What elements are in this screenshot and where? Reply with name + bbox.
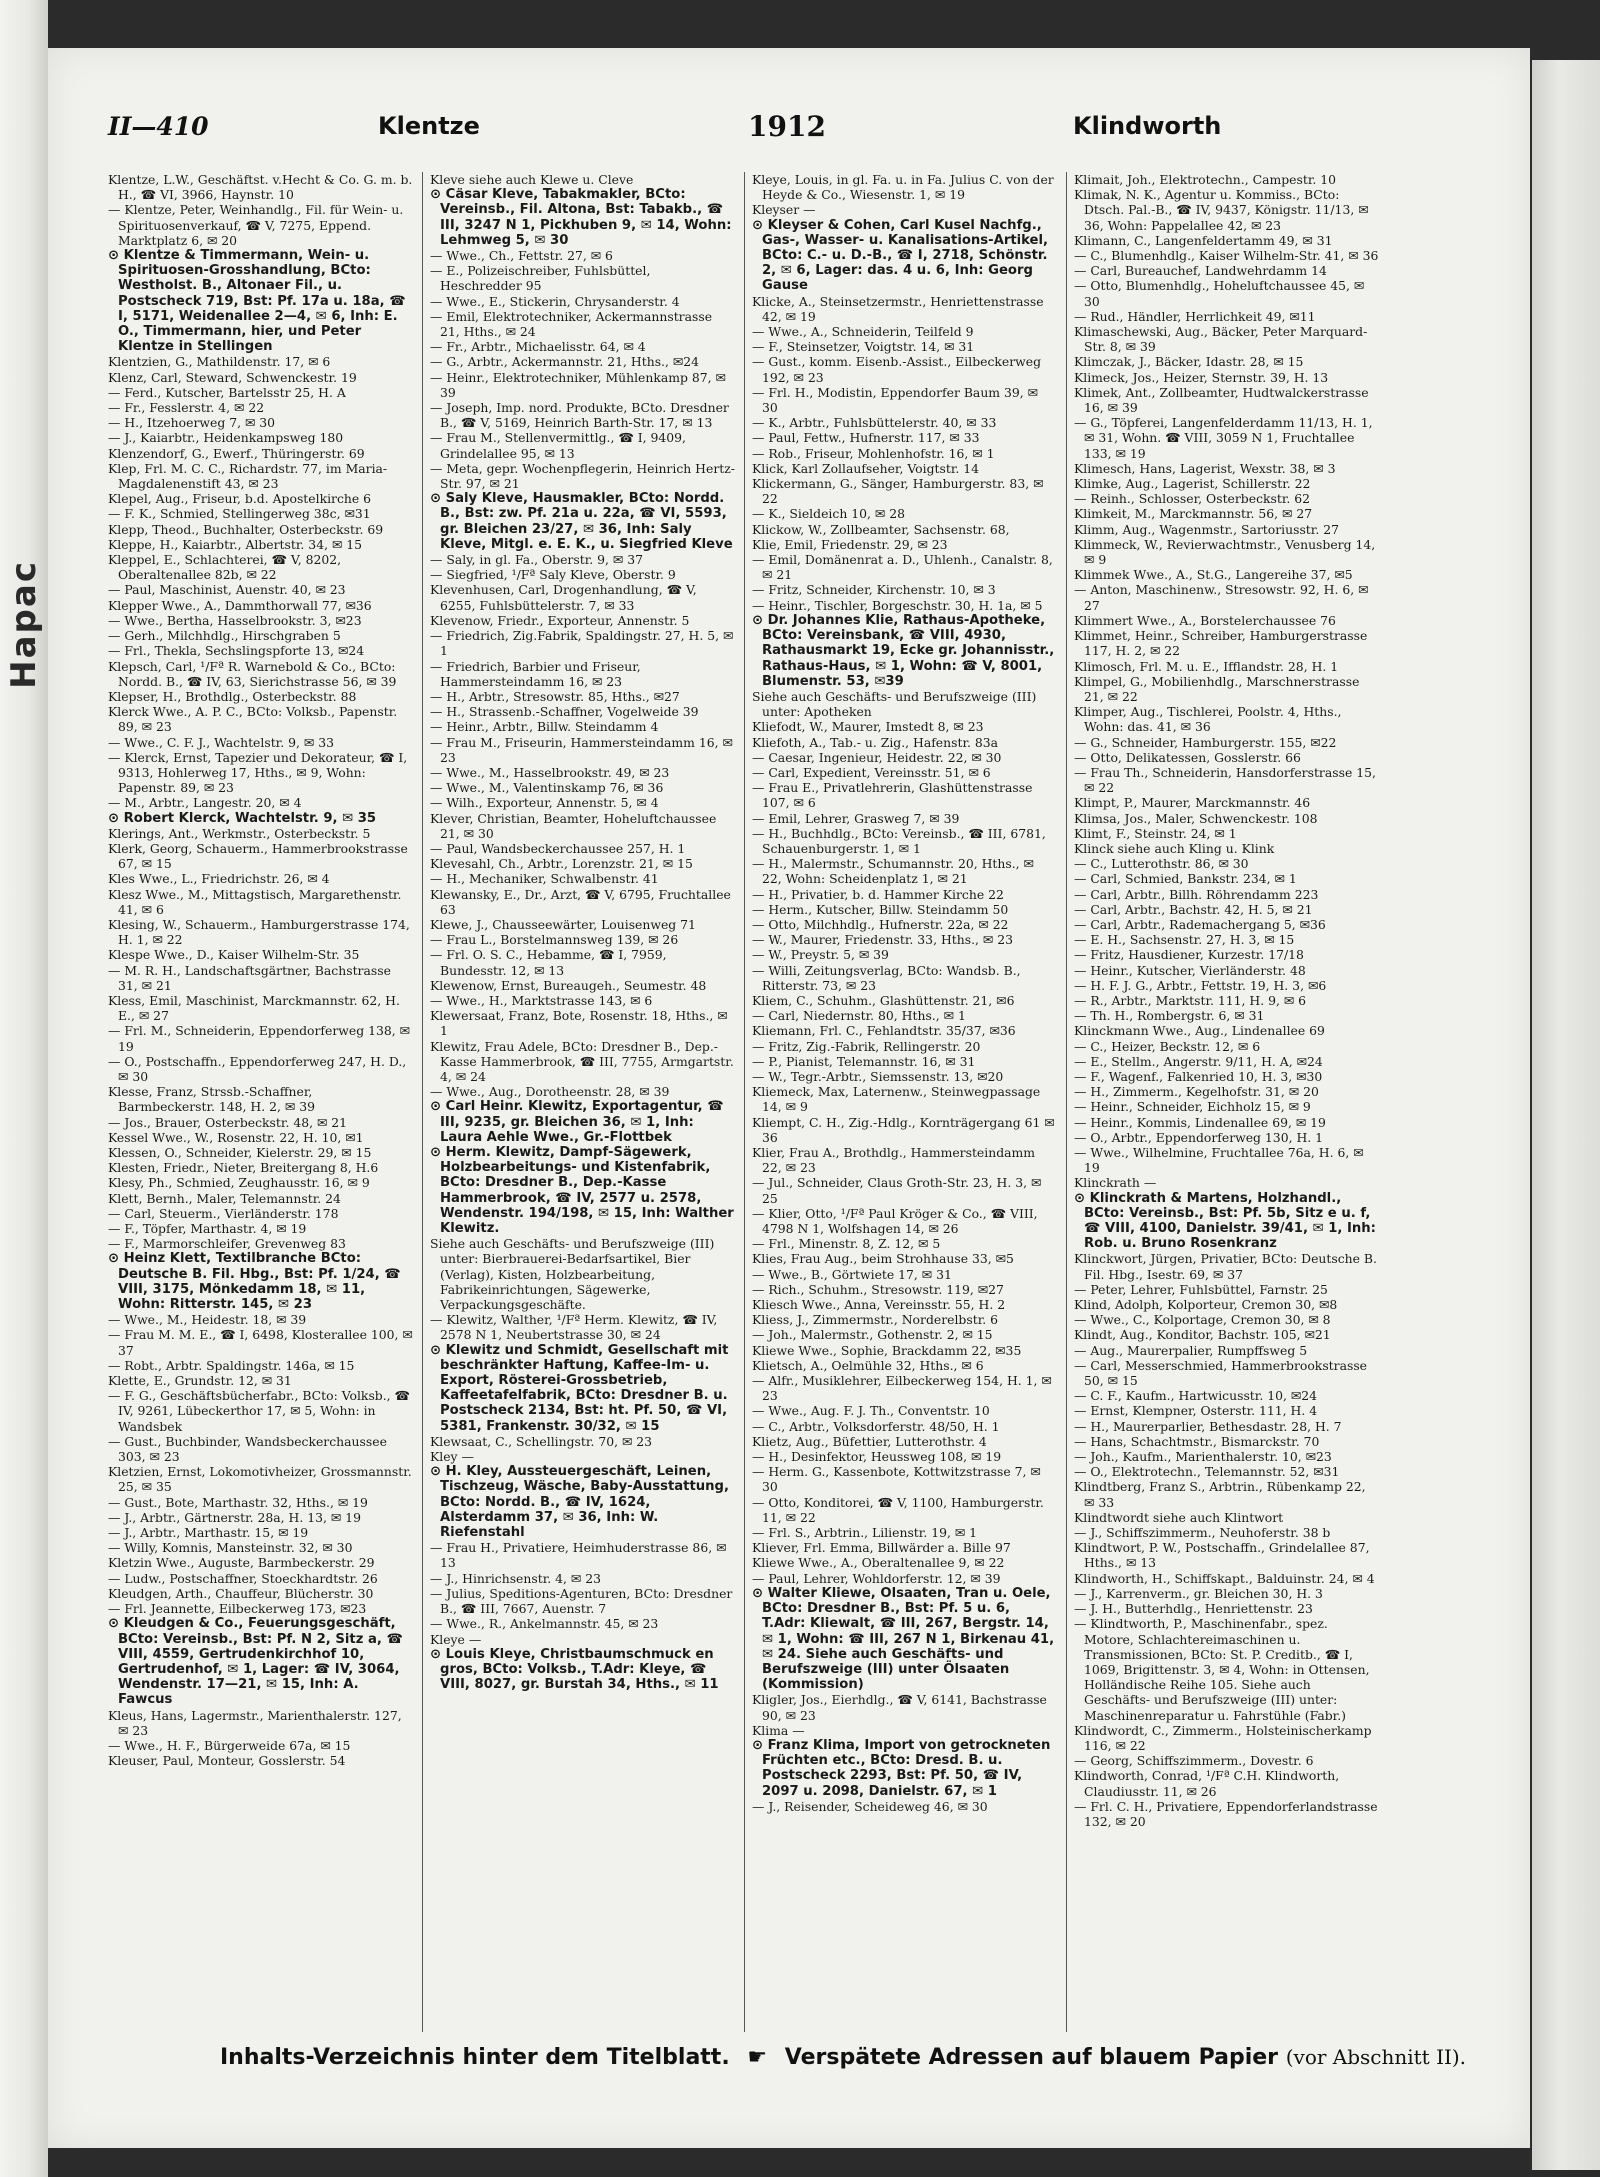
directory-entry: — Joh., Malermstr., Gothenstr. 2, ✉ 15 bbox=[752, 1327, 993, 1343]
directory-entry: Klick, Karl Zollaufseher, Voigtstr. 14 bbox=[752, 460, 980, 476]
directory-entry: ⊙ Carl Heinr. Klewitz, Exportagentur, ☎ III, 9235, gr. Bleichen 36, ✉ 1, Inh: Laura Aehle Wwe., Gr.-Flottbek bbox=[430, 1099, 724, 1145]
directory-entry: — K., Sieldeich 10, ✉ 28 bbox=[752, 506, 905, 522]
next-page-edge bbox=[1532, 60, 1600, 2170]
directory-entry: Klesten, Friedr., Nieter, Breitergang 8, H.6 bbox=[108, 1160, 379, 1176]
directory-entry: — Klindtworth, P., Maschinenfabr., spez. Motore, Schlachtereimaschinen u. Transmissionen, BCto: St. P. Creditb., ☎ I, 1069, Brigittenstr. 3, ✉ 4, Wohn: in Ottensen, Holländische Reihe 105. Siehe auch Geschäfts- und Berufszweige (III) unter: Maschinenreparatur u. Fahrstühle (Fabr.) bbox=[1074, 1616, 1370, 1723]
directory-entry: — Wwe., H., Marktstrasse 143, ✉ 6 bbox=[430, 992, 653, 1008]
directory-entry: — Heinr., Elektrotechniker, Mühlenkamp 87, ✉ 39 bbox=[430, 369, 726, 400]
directory-entry: — Wwe., A., Schneiderin, Teilfeld 9 bbox=[752, 324, 974, 340]
directory-entry: — Heinr., Arbtr., Billw. Steindamm 4 bbox=[430, 719, 659, 735]
directory-entry: — Wwe., R., Ankelmannstr. 45, ✉ 23 bbox=[430, 1616, 659, 1632]
directory-entry: — M. R. H., Landschaftsgärtner, Bachstrasse 31, ✉ 21 bbox=[108, 962, 391, 993]
directory-entry: — Herm., Kutscher, Billw. Steindamm 50 bbox=[752, 901, 1009, 917]
directory-entry: — Emil, Domänenrat a. D., Uhlenh., Canalstr. 8, ✉ 21 bbox=[752, 552, 1053, 583]
directory-entry: — W., Tegr.-Arbtr., Siemssenstr. 13, ✉20 bbox=[752, 1068, 1004, 1084]
directory-entry: Kleye — bbox=[430, 1631, 482, 1647]
directory-entry: — Frl. Jeannette, Eilbeckerweg 173, ✉23 bbox=[108, 1601, 367, 1617]
directory-entry: Kletzien, Ernst, Lokomotivheizer, Grossmannstr. 25, ✉ 35 bbox=[108, 1464, 412, 1495]
directory-entry: — Joh., Kaufm., Marienthalerstr. 10, ✉23 bbox=[1074, 1449, 1332, 1465]
directory-entry: Kliem, C., Schuhm., Glashüttenstr. 21, ✉6 bbox=[752, 992, 1015, 1008]
directory-entry: Kleppe, H., Kaiarbtr., Albertstr. 34, ✉ 15 bbox=[108, 536, 363, 552]
directory-entry: — Otto, Blumenhdlg., Hoheluftchaussee 45, ✉ 30 bbox=[1074, 278, 1365, 309]
directory-entry: Klimak, N. K., Agentur u. Kommiss., BCto: Dtsch. Pal.-B., ☎ IV, 9437, Königstr. 11/13, ✉ 36, Wohn: Pappelallee 42, ✉ 23 bbox=[1074, 187, 1369, 233]
directory-entry: Kles Wwe., L., Friedrichstr. 26, ✉ 4 bbox=[108, 871, 330, 887]
adjacent-page-spine bbox=[0, 0, 48, 2177]
column-divider bbox=[1066, 172, 1067, 2032]
directory-entry: Klindworth, H., Schiffskapt., Balduinstr. 24, ✉ 4 bbox=[1074, 1570, 1375, 1586]
directory-entry: — Wwe., C. F. J., Wachtelstr. 9, ✉ 33 bbox=[108, 734, 334, 750]
directory-entry: Klenzendorf, G., Ewerf., Thüringerstr. 69 bbox=[108, 445, 365, 461]
directory-entry: — R., Arbtr., Marktstr. 111, H. 9, ✉ 6 bbox=[1074, 992, 1307, 1008]
directory-entry: — Otto, Delikatessen, Gosslerstr. 66 bbox=[1074, 749, 1301, 765]
directory-entry: — Carl, Expedient, Vereinsstr. 51, ✉ 6 bbox=[752, 764, 991, 780]
directory-entry: — Paul, Maschinist, Auenstr. 40, ✉ 23 bbox=[108, 582, 346, 598]
directory-entry: — Friedrich, Barbier und Friseur, Hammersteindamm 16, ✉ 23 bbox=[430, 658, 641, 689]
directory-entry: ⊙ Cäsar Kleve, Tabakmakler, BCto: Vereinsb., Fil. Altona, Bst: Tabakb., ☎ III, 3247 N 1, Pickhuben 9, ✉ 14, Wohn: Lehmweg 5, ✉ 30 bbox=[430, 187, 732, 248]
directory-entry: — Alfr., Musiklehrer, Eilbeckerweg 154, H. 1, ✉ 23 bbox=[752, 1373, 1052, 1404]
directory-entry: — J. H., Butterhdlg., Henriettenstr. 23 bbox=[1074, 1601, 1313, 1617]
directory-entry: Klietz, Aug., Büfettier, Lutterothstr. 4 bbox=[752, 1433, 987, 1449]
directory-entry: — Fritz, Zig.-Fabrik, Rellingerstr. 20 bbox=[752, 1038, 981, 1054]
directory-entry: — Klentze, Peter, Weinhandlg., Fil. für Wein- u. Spirituosenverkauf, ☎ V, 7275, Eppend. Marktplatz 6, ✉ 20 bbox=[108, 202, 404, 248]
directory-entry: Klies, Frau Aug., beim Strohhause 33, ✉5 bbox=[752, 1251, 1014, 1267]
directory-entry: — H., Buchhdlg., BCto: Vereinsb., ☎ III, 6781, Schauenburgerstr. 1, ✉ 1 bbox=[752, 825, 1046, 856]
directory-entry: — Herm. G., Kassenbote, Kottwitzstrasse 7, ✉ 30 bbox=[752, 1464, 1041, 1495]
directory-entry: — C., Lutterothstr. 86, ✉ 30 bbox=[1074, 856, 1249, 872]
directory-entry: Kessel Wwe., W., Rosenstr. 22, H. 10, ✉1 bbox=[108, 1129, 364, 1145]
directory-entry: — H., Arbtr., Stresowstr. 85, Hths., ✉27 bbox=[430, 688, 680, 704]
directory-entry: — Paul, Lehrer, Wohldorferstr. 12, ✉ 39 bbox=[752, 1570, 1001, 1586]
directory-entry: — Wwe., Aug. F. J. Th., Conventstr. 10 bbox=[752, 1403, 990, 1419]
directory-entry: ⊙ Louis Kleye, Christbaumschmuck en gros, BCto: Volksb., T.Adr: Kleye, ☎ VIII, 8027, gr. Burstah 34, Hths., ✉ 11 bbox=[430, 1646, 719, 1693]
directory-entry: Klepp, Theod., Buchhalter, Osterbeckstr. 69 bbox=[108, 521, 384, 537]
directory-entry: — F., Töpfer, Marthastr. 4, ✉ 19 bbox=[108, 1221, 307, 1237]
directory-entry: — G., Schneider, Hamburgerstr. 155, ✉22 bbox=[1074, 734, 1337, 750]
directory-entry: Siehe auch Geschäfts- und Berufszweige (III) unter: Apotheken bbox=[752, 688, 1037, 720]
directory-entry: — C., Blumenhdlg., Kaiser Wilhelm-Str. 41, ✉ 36 bbox=[1074, 248, 1379, 264]
directory-entry: Klickow, W., Zollbeamter, Sachsenstr. 68, bbox=[752, 521, 1010, 537]
directory-entry: — Wwe., E., Stickerin, Chrysanderstr. 4 bbox=[430, 293, 680, 309]
directory-entry: — Carl, Arbtr., Rademachergang 5, ✉36 bbox=[1074, 916, 1326, 932]
directory-entry: Klimsa, Jos., Maler, Schwenckestr. 108 bbox=[1074, 810, 1318, 826]
spine-text: Hapac bbox=[4, 560, 44, 689]
directory-entry: — Wwe., C., Kolportage, Cremon 30, ✉ 8 bbox=[1074, 1312, 1331, 1328]
directory-entry: — Heinr., Tischler, Borgeschstr. 30, H. 1a, ✉ 5 bbox=[752, 597, 1043, 613]
directory-entry: — Frau Th., Schneiderin, Hansdorferstrasse 15, ✉ 22 bbox=[1074, 764, 1376, 796]
directory-entry: ⊙ Kleudgen & Co., Feuerungsgeschäft, BCto: Vereinsb., Bst: Pf. N 2, Sitz a, ☎ VIII, 4559, Gertrudenkirchhof 10, Gertrudenhof, ✉ 1, Lager: ☎ IV, 3064, Wendenstr. 17—21, ✉ 15, Inh: A. Fawcus bbox=[108, 1616, 403, 1708]
directory-entry: Klenz, Carl, Steward, Schwenckestr. 19 bbox=[108, 369, 357, 385]
directory-entry: Kleudgen, Arth., Chauffeur, Blücherstr. 30 bbox=[108, 1585, 374, 1601]
directory-entry: — Frl. S., Arbtrin., Lilienstr. 19, ✉ 1 bbox=[752, 1525, 978, 1541]
footer-section-note: (vor Abschnitt II). bbox=[1285, 2045, 1467, 2069]
directory-entry: — Gust., Bote, Marthastr. 32, Hths., ✉ 19 bbox=[108, 1494, 368, 1510]
directory-entry: — Frau M., Stellenvermittlg., ☎ I, 9409, Grindelallee 95, ✉ 13 bbox=[430, 430, 686, 461]
page-number: II—410 bbox=[108, 112, 209, 141]
directory-entry: — Gust., komm. Eisenb.-Assist., Eilbeckerweg 192, ✉ 23 bbox=[752, 354, 1042, 385]
directory-entry: — J., Arbtr., Marthastr. 15, ✉ 19 bbox=[108, 1525, 309, 1541]
directory-entry: — Anton, Maschinenw., Stresowstr. 92, H. 6, ✉ 27 bbox=[1074, 582, 1369, 613]
directory-entry: — Th. H., Rombergstr. 6, ✉ 31 bbox=[1074, 1008, 1265, 1024]
directory-entry: Klesy, Ph., Schmied, Zeughausstr. 16, ✉ 9 bbox=[108, 1175, 370, 1191]
directory-entry: Klevenhusen, Carl, Drogenhandlung, ☎ V, 6255, Fuhlsbüttelerstr. 7, ✉ 33 bbox=[430, 582, 697, 613]
directory-entry: — Frl. C. H., Privatiere, Eppendorferlandstrasse 132, ✉ 20 bbox=[1074, 1798, 1378, 1829]
directory-entry: — Willy, Komnis, Mansteinstr. 32, ✉ 30 bbox=[108, 1540, 353, 1556]
page-footer bbox=[220, 2045, 1467, 2085]
directory-entry: — Carl, Arbtr., Bachstr. 42, H. 5, ✉ 21 bbox=[1074, 901, 1313, 917]
directory-entry: ⊙ Robert Klerck, Wachtelstr. 9, ✉ 35 bbox=[108, 810, 377, 826]
directory-entry: — Gust., Buchbinder, Wandsbeckerchaussee 303, ✉ 23 bbox=[108, 1433, 387, 1465]
directory-entry: — Wilh., Exporteur, Annenstr. 5, ✉ 4 bbox=[430, 795, 659, 811]
directory-entry: — O., Postschaffn., Eppendorferweg 247, H. D., ✉ 30 bbox=[108, 1053, 407, 1084]
directory-entry: — Wwe., B., Görtwiete 17, ✉ 31 bbox=[752, 1266, 952, 1282]
directory-entry: — W., Preystr. 5, ✉ 39 bbox=[752, 947, 889, 963]
directory-entry: — Frau M., Friseurin, Hammersteindamm 16, ✉ 23 bbox=[430, 734, 733, 765]
directory-entry: — Meta, gepr. Wochenpflegerin, Heinrich Hertz-Str. 97, ✉ 21 bbox=[430, 460, 735, 492]
directory-entry: Kliever, Frl. Emma, Billwärder a. Bille 97 bbox=[752, 1540, 1011, 1556]
directory-entry: — Wwe., M., Hasselbrookstr. 49, ✉ 23 bbox=[430, 764, 670, 780]
directory-entry: — Julius, Speditions-Agenturen, BCto: Dresdner B., ☎ III, 7667, Auenstr. 7 bbox=[430, 1585, 733, 1617]
directory-entry: Klevesahl, Ch., Arbtr., Lorenzstr. 21, ✉ 15 bbox=[430, 856, 693, 872]
directory-entry: — E. H., Sachsenstr. 27, H. 3, ✉ 15 bbox=[1074, 932, 1295, 948]
directory-entry: Klinck siehe auch Kling u. Klink bbox=[1074, 840, 1275, 856]
directory-entry: Klette, E., Grundstr. 12, ✉ 31 bbox=[108, 1373, 292, 1389]
directory-entry: Klind, Adolph, Kolporteur, Cremon 30, ✉8 bbox=[1074, 1297, 1338, 1313]
directory-entry: — Jul., Schneider, Claus Groth-Str. 23, H. 3, ✉ 25 bbox=[752, 1175, 1042, 1206]
directory-entry: ⊙ Klewitz und Schmidt, Gesellschaft mit beschränkter Haftung, Kaffee-Im- u. Export, Rösterei-Grossbetrieb, Kaffeetafelfabrik, BCto: Dresdner B. u. Postscheck 2134, Bst: ht. Pf. 50, ☎ VI, 5381, Frankenstr. 30/32, ✉ 15 bbox=[430, 1342, 729, 1434]
directory-entry: Klimkeit, M., Marckmannstr. 56, ✉ 27 bbox=[1074, 506, 1313, 522]
directory-entry: ⊙ Herm. Klewitz, Dampf-Sägewerk, Holzbearbeitungs- und Kistenfabrik, BCto: Dresdner B., Dep.-Kasse Hammerbrook, ☎ IV, 2577 u. 2578, Wendenstr. 194/198, ✉ 15, Inh: Walther Klewitz. bbox=[430, 1145, 734, 1237]
directory-entry: ⊙ Kleyser & Cohen, Carl Kusel Nachfg., Gas-, Wasser- u. Kanalisations-Artikel, BCto: C.- u. D.-B., ☎ I, 2718, Schönstr. 2, ✉ 6, Lager: das. 4 u. 6, Inh: Georg Gause bbox=[752, 217, 1049, 294]
directory-entry: Klimait, Joh., Elektrotechn., Campestr. 10 bbox=[1074, 172, 1337, 187]
directory-entry: Klimmert Wwe., A., Borstelerchaussee 76 bbox=[1074, 612, 1336, 628]
directory-entry: Klewersaat, Franz, Bote, Rosenstr. 18, Hths., ✉ 1 bbox=[430, 1008, 728, 1039]
directory-entry: — Klewitz, Walther, ¹/Fª Herm. Klewitz, ☎ IV, 2578 N 1, Neubertstrasse 30, ✉ 24 bbox=[430, 1312, 718, 1343]
directory-entry: Kliess, J., Zimmermstr., Norderelbstr. 6 bbox=[752, 1312, 999, 1328]
directory-entry: — Wwe., Bertha, Hasselbrookstr. 3, ✉23 bbox=[108, 612, 362, 628]
directory-entry: — O., Arbtr., Eppendorferweg 130, H. 1 bbox=[1074, 1129, 1324, 1145]
directory-entry: Klimann, C., Langenfeldertamm 49, ✉ 31 bbox=[1074, 232, 1333, 248]
directory-entry: ⊙ Klinckrath & Martens, Holzhandl., BCto: Vereinsb., Bst: Pf. 5b, Sitz e u. f, ☎ VIII, 4100, Danielstr. 39/41, ✉ 1, Inh: Rob. u. Bruno Rosenkranz bbox=[1074, 1190, 1376, 1252]
directory-entry: — Frl. M., Schneiderin, Eppendorferweg 138, ✉ 19 bbox=[108, 1023, 410, 1054]
column-4 bbox=[1074, 172, 1379, 2032]
directory-entry: Klinckwort, Jürgen, Privatier, BCto: Deutsche B. Fil. Hbg., Isestr. 69, ✉ 37 bbox=[1074, 1251, 1377, 1282]
column-2 bbox=[430, 172, 735, 2032]
directory-entry: Klicke, A., Steinsetzermstr., Henriettenstrasse 42, ✉ 19 bbox=[752, 293, 1044, 324]
header-year: 1912 bbox=[748, 110, 826, 143]
directory-entry: — Wwe., M., Heidestr. 18, ✉ 39 bbox=[108, 1312, 307, 1328]
directory-entry: — Saly, in gl. Fa., Oberstr. 9, ✉ 37 bbox=[430, 552, 643, 568]
directory-entry: Klindwordt, C., Zimmerm., Holsteinischerkamp 116, ✉ 22 bbox=[1074, 1722, 1372, 1753]
directory-entry: — Heinr., Kutscher, Vierländerstr. 48 bbox=[1074, 962, 1306, 978]
directory-entry: Klier, Frau A., Brothdlg., Hammersteindamm 22, ✉ 23 bbox=[752, 1145, 1036, 1176]
directory-entry: — J., Kaiarbtr., Heidenkampsweg 180 bbox=[108, 430, 344, 446]
directory-entry: — Siegfried, ¹/Fª Saly Kleve, Oberstr. 9 bbox=[430, 567, 676, 583]
directory-entry: — Frau L., Borstelmannsweg 139, ✉ 26 bbox=[430, 932, 679, 948]
directory-entry: — Frl. H., Modistin, Eppendorfer Baum 39, ✉ 30 bbox=[752, 384, 1039, 416]
directory-entry: Klepper Wwe., A., Dammthorwall 77, ✉36 bbox=[108, 597, 372, 613]
directory-entry: — Otto, Milchhdlg., Hufnerstr. 22a, ✉ 22 bbox=[752, 916, 1009, 932]
directory-entry: Klimek, Ant., Zollbeamter, Hudtwalckerstrasse 16, ✉ 39 bbox=[1074, 384, 1369, 416]
directory-entry: Klever, Christian, Beamter, Hoheluftchaussee 21, ✉ 30 bbox=[430, 810, 717, 841]
directory-entry: Klerk, Georg, Schauerm., Hammerbrookstrasse 67, ✉ 15 bbox=[108, 840, 408, 872]
directory-entry: — Fritz, Hausdiener, Kurzestr. 17/18 bbox=[1074, 947, 1304, 963]
directory-entry: — Friedrich, Zig.Fabrik, Spaldingstr. 27, H. 5, ✉ 1 bbox=[430, 628, 734, 659]
directory-entry: Klima — bbox=[752, 1722, 805, 1738]
directory-entry: Klimmek Wwe., A., St.G., Langereihe 37, ✉5 bbox=[1074, 567, 1353, 583]
directory-entry: — F., Marmorschleifer, Grevenweg 83 bbox=[108, 1236, 346, 1252]
directory-entry: Klimper, Aug., Tischlerei, Poolstr. 4, Hths., Wohn: das. 41, ✉ 36 bbox=[1074, 704, 1342, 735]
directory-entry: Klimt, F., Steinstr. 24, ✉ 1 bbox=[1074, 825, 1237, 841]
directory-entry: Klessen, O., Schneider, Kielerstr. 29, ✉ 15 bbox=[108, 1145, 372, 1160]
directory-entry: Siehe auch Geschäfts- und Berufszweige (III) unter: Bierbrauerei-Bedarfsartikel, Bier (Verlag), Kisten, Holzbearbeitung, Fabrikeinrichtungen, Sägewerke, Verpackungsgeschäfte. bbox=[430, 1236, 715, 1313]
directory-entry: Klimmeck, W., Revierwachtmstr., Venusberg 14, ✉ 9 bbox=[1074, 536, 1376, 568]
column-1 bbox=[108, 172, 413, 2032]
directory-entry: Klesing, W., Schauerm., Hamburgerstrasse 174, H. 1, ✉ 22 bbox=[108, 916, 410, 948]
directory-entry: — Carl, Schmied, Bankstr. 234, ✉ 1 bbox=[1074, 871, 1297, 887]
header-first-entry: Klentze bbox=[378, 112, 480, 140]
directory-entry: — Paul, Fettw., Hufnerstr. 117, ✉ 33 bbox=[752, 430, 980, 446]
directory-entry: Kleus, Hans, Lagermstr., Marienthalerstr. 127, ✉ 23 bbox=[108, 1707, 402, 1738]
directory-entry: — Carl, Steuerm., Vierländerstr. 178 bbox=[108, 1205, 339, 1221]
directory-entry: — Ferd., Kutscher, Bartelsstr 25, H. A bbox=[108, 384, 346, 400]
directory-entry: — H., Strassenb.-Schaffner, Vogelweide 39 bbox=[430, 704, 699, 720]
directory-entry: — Georg, Schiffszimmerm., Dovestr. 6 bbox=[1074, 1753, 1314, 1769]
directory-entry: — Heinr., Kommis, Lindenallee 69, ✉ 19 bbox=[1074, 1114, 1326, 1130]
directory-entry: Klindworth, Conrad, ¹/Fª C.H. Klindworth, Claudiusstr. 11, ✉ 26 bbox=[1074, 1768, 1340, 1799]
directory-entry: Klewe, J., Chausseewärter, Louisenweg 71 bbox=[430, 916, 696, 932]
pointing-hand-icon: ☛ bbox=[747, 2045, 768, 2070]
directory-entry: — H., Desinfektor, Heussweg 108, ✉ 19 bbox=[752, 1449, 1002, 1465]
directory-entry: Kleyser — bbox=[752, 202, 816, 218]
directory-entry: — H., Itzehoerweg 7, ✉ 30 bbox=[108, 415, 276, 431]
directory-entry: — H. F. J. G., Arbtr., Fettstr. 19, H. 3, ✉6 bbox=[1074, 977, 1327, 993]
directory-entry: Klewsaat, C., Schellingstr. 70, ✉ 23 bbox=[430, 1433, 653, 1449]
directory-entry: Kleuser, Paul, Monteur, Gosslerstr. 54 bbox=[108, 1753, 346, 1769]
directory-entry: Klentzien, G., Mathildenstr. 17, ✉ 6 bbox=[108, 354, 331, 370]
directory-entry: ⊙ Franz Klima, Import von getrockneten Früchten etc., BCto: Dresd. B. u. Postscheck 2293, Bst: Pf. 50, ☎ IV, 2097 u. 2098, Danielstr. 67, ✉ 1 bbox=[752, 1737, 1051, 1799]
directory-entry: — Wwe., H. F., Bürgerweide 67a, ✉ 15 bbox=[108, 1737, 351, 1753]
directory-entry: — J., Arbtr., Gärtnerstr. 28a, H. 13, ✉ 19 bbox=[108, 1509, 361, 1525]
directory-entry: Klimm, Aug., Wagenmstr., Sartoriusstr. 27 bbox=[1074, 521, 1339, 537]
footer-index-note: Inhalts-Verzeichnis hinter dem Titelblatt. bbox=[220, 2045, 730, 2070]
directory-entry: Klindtwort, P. W., Postschaffn., Grindelallee 87, Hths., ✉ 13 bbox=[1074, 1540, 1370, 1571]
directory-entry: — Frau H., Privatiere, Heimhuderstrasse 86, ✉ 13 bbox=[430, 1540, 727, 1571]
directory-entry: Klindt, Aug., Konditor, Bachstr. 105, ✉21 bbox=[1074, 1327, 1331, 1343]
directory-entry: — J., Karrenverm., gr. Bleichen 30, H. 3 bbox=[1074, 1585, 1323, 1601]
directory-entry: — Frl. O. S. C., Hebamme, ☎ I, 7959, Bundesstr. 12, ✉ 13 bbox=[430, 947, 667, 978]
directory-entry: Klevenow, Friedr., Exporteur, Annenstr. 5 bbox=[430, 612, 690, 628]
directory-entry: — Fritz, Schneider, Kirchenstr. 10, ✉ 3 bbox=[752, 582, 996, 598]
directory-entry: — Carl, Niedernstr. 80, Hths., ✉ 1 bbox=[752, 1008, 966, 1024]
directory-entry: Klie, Emil, Friedenstr. 29, ✉ 23 bbox=[752, 536, 948, 552]
directory-entry: Klewenow, Ernst, Bureaugeh., Seumestr. 48 bbox=[430, 977, 707, 993]
directory-entry: Klimczak, J., Bäcker, Idastr. 28, ✉ 15 bbox=[1074, 354, 1304, 370]
directory-entry: Kliemann, Frl. C., Fehlandtstr. 35/37, ✉36 bbox=[752, 1023, 1016, 1039]
directory-entry: — Heinr., Schneider, Eichholz 15, ✉ 9 bbox=[1074, 1099, 1311, 1115]
directory-entry: Kley — bbox=[430, 1449, 474, 1465]
directory-entry: Klinckmann Wwe., Aug., Lindenallee 69 bbox=[1074, 1023, 1325, 1039]
directory-entry: — Carl, Bureauchef, Landwehrdamm 14 bbox=[1074, 263, 1327, 279]
directory-entry: — F., Wagenf., Falkenried 10, H. 3, ✉30 bbox=[1074, 1068, 1323, 1084]
directory-entry: Kliewe Wwe., Sophie, Brackdamm 22, ✉35 bbox=[752, 1342, 1022, 1358]
directory-entry: Kliemeck, Max, Laternenw., Steinwegpassage 14, ✉ 9 bbox=[752, 1084, 1041, 1115]
directory-entry: — Carl, Messerschmied, Hammerbrookstrasse 50, ✉ 15 bbox=[1074, 1357, 1368, 1389]
directory-entry: — Peter, Lehrer, Fuhlsbüttel, Farnstr. 25 bbox=[1074, 1281, 1328, 1297]
column-3 bbox=[752, 172, 1057, 2032]
directory-entry: — J., Schiffszimmerm., Neuhoferstr. 38 b bbox=[1074, 1525, 1331, 1541]
directory-entry: — Rud., Händler, Herrlichkeit 49, ✉11 bbox=[1074, 308, 1316, 324]
directory-entry: — Emil, Lehrer, Grasweg 7, ✉ 39 bbox=[752, 810, 960, 826]
directory-entry: — E., Polizeischreiber, Fuhlsbüttel, Heschredder 95 bbox=[430, 263, 651, 294]
directory-entry: Klepser, H., Brothdlg., Osterbeckstr. 88 bbox=[108, 688, 357, 704]
directory-entry: — K., Arbtr., Fuhlsbüttelerstr. 40, ✉ 33 bbox=[752, 415, 997, 431]
directory-entry: — Robt., Arbtr. Spaldingstr. 146a, ✉ 15 bbox=[108, 1357, 355, 1373]
directory-entry: — Carl, Arbtr., Billh. Röhrendamm 223 bbox=[1074, 886, 1319, 902]
directory-entry: Klerings, Ant., Werkmstr., Osterbeckstr. 5 bbox=[108, 825, 371, 841]
directory-entry: — Jos., Brauer, Osterbeckstr. 48, ✉ 21 bbox=[108, 1114, 348, 1130]
directory-entry: — Frau E., Privatlehrerin, Glashüttenstrasse 107, ✉ 6 bbox=[752, 780, 1033, 811]
column-divider bbox=[744, 172, 745, 2032]
directory-entry: Klindtwordt siehe auch Klintwort bbox=[1074, 1509, 1284, 1525]
directory-entry: — Otto, Konditorei, ☎ V, 1100, Hamburgerstr. 11, ✉ 22 bbox=[752, 1494, 1044, 1525]
directory-entry: Klickermann, G., Sänger, Hamburgerstr. 83, ✉ 22 bbox=[752, 476, 1044, 507]
directory-entry: — Wwe., Wilhelmine, Fruchtallee 76a, H. 6, ✉ 19 bbox=[1074, 1145, 1364, 1176]
directory-entry: Klespe Wwe., D., Kaiser Wilhelm-Str. 35 bbox=[108, 947, 360, 963]
directory-entry: Klimmet, Heinr., Schreiber, Hamburgerstrasse 117, H. 2, ✉ 22 bbox=[1074, 628, 1368, 659]
directory-entry: — Frau M. M. E., ☎ I, 6498, Klosterallee 100, ✉ 37 bbox=[108, 1327, 413, 1358]
directory-entry: Klimpt, P., Maurer, Marckmannstr. 46 bbox=[1074, 795, 1311, 811]
directory-entry: — F. G., Geschäftsbücherfabr., BCto: Volksb., ☎ IV, 9261, Lübeckerthor 17, ✉ 5, Wohn: in Wandsbek bbox=[108, 1388, 410, 1434]
directory-entry: ⊙ Klentze & Timmermann, Wein- u. Spirituosen-Grosshandlung, BCto: Westholst. B., Altonaer Fil., u. Postscheck 719, Bst: Pf. 17a u. 18a, ☎ I, 5171, Weidenallee 2—4, ✉ 6, Inh: E. O., Timmermann, hier, und Peter Klentze in Stellingen bbox=[108, 248, 406, 355]
directory-entry: Klesse, Franz, Strssb.-Schaffner, Barmbeckerstr. 148, H. 2, ✉ 39 bbox=[108, 1084, 315, 1115]
directory-entry: — J., Hinrichsenstr. 4, ✉ 23 bbox=[430, 1570, 601, 1586]
footer-late-addresses-note: Verspätete Adressen auf blauem Papier bbox=[784, 2045, 1279, 2070]
directory-entry: Kliewe Wwe., A., Oberaltenallee 9, ✉ 22 bbox=[752, 1555, 1005, 1571]
directory-entry: ⊙ Walter Kliewe, Olsaaten, Tran u. Oele, BCto: Dresdner B., Bst: Pf. 5 u. 6, T.Adr: Kliewalt, ☎ III, 267, Bergstr. 14, ✉ 1, Wohn: ☎ III, 267 N 1, Birkenau 41, ✉ 24. Siehe auch Geschäfts- und Berufszweige (III) unter Ölsaaten (Kommission) bbox=[752, 1585, 1055, 1693]
directory-entry: Klimeck, Jos., Heizer, Sternstr. 39, H. 13 bbox=[1074, 369, 1329, 385]
column-divider bbox=[422, 172, 423, 2032]
directory-entry: — J., Reisender, Scheideweg 46, ✉ 30 bbox=[752, 1798, 988, 1814]
directory-entry: Kliesch Wwe., Anna, Vereinsstr. 55, H. 2 bbox=[752, 1297, 1006, 1313]
header-last-entry: Klindworth bbox=[1073, 112, 1222, 140]
directory-entry: — H., Privatier, b. d. Hammer Kirche 22 bbox=[752, 886, 1004, 902]
directory-entry: — Reinh., Schlosser, Osterbeckstr. 62 bbox=[1074, 491, 1311, 507]
directory-entry: — Ernst, Klempner, Osterstr. 111, H. 4 bbox=[1074, 1403, 1318, 1419]
directory-entry: — Frl., Thekla, Sechslingspforte 13, ✉24 bbox=[108, 643, 365, 659]
directory-entry: Klimosch, Frl. M. u. E., Ifflandstr. 28, H. 1 bbox=[1074, 658, 1339, 674]
directory-entry: Klewitz, Frau Adele, BCto: Dresdner B., Dep.-Kasse Hammerbrook, ☎ III, 7755, Armgartstr. 4, ✉ 24 bbox=[430, 1038, 734, 1084]
directory-entry: — C., Arbtr., Volksdorferstr. 48/50, H. 1 bbox=[752, 1418, 1000, 1434]
directory-entry: — C. F., Kaufm., Hartwicusstr. 10, ✉24 bbox=[1074, 1388, 1318, 1404]
directory-entry: — Wwe., Ch., Fettstr. 27, ✉ 6 bbox=[430, 248, 613, 264]
directory-entry: — Willi, Zeitungsverlag, BCto: Wandsb. B., Ritterstr. 73, ✉ 23 bbox=[752, 962, 1021, 993]
directory-entry: Klepsch, Carl, ¹/Fª R. Warnebold & Co., BCto: Nordd. B., ☎ IV, 63, Sierichstrasse 56, ✉ 39 bbox=[108, 658, 397, 689]
directory-entry: — W., Maurer, Friedenstr. 33, Hths., ✉ 23 bbox=[752, 932, 1013, 948]
directory-entry: — H., Zimmerm., Kegelhofstr. 31, ✉ 20 bbox=[1074, 1084, 1319, 1100]
directory-entry: Klewansky, E., Dr., Arzt, ☎ V, 6795, Fruchtallee 63 bbox=[430, 886, 731, 917]
directory-entry: Klentze, L.W., Geschäftst. v.Hecht & Co. G. m. b. H., ☎ VI, 3966, Haynstr. 10 bbox=[108, 172, 413, 203]
page-header bbox=[108, 110, 1368, 150]
directory-entry: — F., Steinsetzer, Voigtstr. 14, ✉ 31 bbox=[752, 339, 975, 355]
directory-entry: — P., Pianist, Telemannstr. 16, ✉ 31 bbox=[752, 1053, 976, 1069]
directory-entry: — Rob., Friseur, Mohlenhofstr. 16, ✉ 1 bbox=[752, 445, 995, 461]
directory-entry: Klepel, Aug., Friseur, b.d. Apostelkirche 6 bbox=[108, 491, 372, 507]
directory-entry: — G., Töpferei, Langenfelderdamm 11/13, H. 1, ✉ 31, Wohn. ☎ VIII, 3059 N 1, Fruchtallee 133, ✉ 19 bbox=[1074, 415, 1373, 461]
directory-entry: ⊙ Dr. Johannes Klie, Rathaus-Apotheke, BCto: Vereinsbank, ☎ VIII, 4930, Rathausmarkt 19, Ecke gr. Johannisstr., Rathaus-Haus, ✉ 1, Wohn: ☎ V, 8001, Blumenstr. 53, ✉39 bbox=[752, 612, 1055, 689]
directory-entry: — Fr., Arbtr., Michaelisstr. 64, ✉ 4 bbox=[430, 339, 646, 355]
directory-entry: Klep, Frl. M. C. C., Richardstr. 77, im Maria-Magdalenenstift 43, ✉ 23 bbox=[108, 460, 388, 492]
directory-entry: — Joseph, Imp. nord. Produkte, BCto. Dresdner B., ☎ V, 5169, Heinrich Barth-Str. 17, ✉ 13 bbox=[430, 400, 729, 431]
directory-entry: Kliempt, C. H., Zig.-Hdlg., Kornträgergang 61 ✉ 36 bbox=[752, 1114, 1055, 1145]
directory-entry: — Wwe., Aug., Dorotheenstr. 28, ✉ 39 bbox=[430, 1084, 670, 1100]
directory-entry: Klinckrath — bbox=[1074, 1175, 1157, 1191]
directory-entry: Klimaschewski, Aug., Bäcker, Peter Marquard-Str. 8, ✉ 39 bbox=[1074, 324, 1368, 355]
directory-entry: — E., Stellm., Angerstr. 9/11, H. A, ✉24 bbox=[1074, 1053, 1323, 1069]
directory-entry: Kleppel, E., Schlachterei, ☎ V, 8202, Oberaltenallee 82b, ✉ 22 bbox=[108, 552, 342, 583]
directory-entry: — H., Malermstr., Schumannstr. 20, Hths., ✉ 22, Wohn: Scheidenplatz 1, ✉ 21 bbox=[752, 856, 1034, 887]
directory-entry: Klindtberg, Franz S., Arbtrin., Rübenkamp 22, ✉ 33 bbox=[1074, 1479, 1366, 1510]
directory-entry: Kliefodt, W., Maurer, Imstedt 8, ✉ 23 bbox=[752, 719, 984, 735]
directory-entry: Klett, Bernh., Maler, Telemannstr. 24 bbox=[108, 1190, 341, 1206]
directory-entry: — C., Heizer, Beckstr. 12, ✉ 6 bbox=[1074, 1038, 1261, 1054]
directory-entry: Klerck Wwe., A. P. C., BCto: Volksb., Papenstr. 89, ✉ 23 bbox=[108, 704, 398, 735]
directory-entry: — Caesar, Ingenieur, Heidestr. 22, ✉ 30 bbox=[752, 749, 1002, 765]
directory-entry: — Fr., Fesslerstr. 4, ✉ 22 bbox=[108, 400, 265, 416]
directory-entry: — H., Mechaniker, Schwalbenstr. 41 bbox=[430, 871, 659, 887]
directory-entry: Klimesch, Hans, Lagerist, Wexstr. 38, ✉ 3 bbox=[1074, 460, 1336, 476]
directory-entry: Kleye, Louis, in gl. Fa. u. in Fa. Julius C. von der Heyde & Co., Wiesenstr. 1, ✉ 19 bbox=[752, 172, 1054, 203]
directory-entry: ⊙ Heinz Klett, Textilbranche BCto: Deutsche B. Fil. Hbg., Bst: Pf. 1/24, ☎ VIII, 3175, Mönkedamm 18, ✉ 11, Wohn: Ritterstr. 145, ✉ 23 bbox=[108, 1251, 401, 1313]
directory-entry: — Rich., Schuhm., Stresowstr. 119, ✉27 bbox=[752, 1281, 1004, 1297]
directory-entry: — Paul, Wandsbeckerchaussee 257, H. 1 bbox=[430, 840, 686, 856]
directory-entry: — Aug., Maurerpalier, Rumpffsweg 5 bbox=[1074, 1342, 1308, 1358]
directory-entry: — H., Maurerparlier, Bethesdastr. 28, H. 7 bbox=[1074, 1418, 1342, 1434]
directory-entry: ⊙ Saly Kleve, Hausmakler, BCto: Nordd. B., Bst: zw. Pf. 21a u. 22a, ☎ VI, 5593, gr. Bleichen 23/27, ✉ 36, Inh: Saly Kleve, Mitgl. e. E. K., u. Siegfried Kleve bbox=[430, 491, 733, 552]
directory-entry: — Gerh., Milchhdlg., Hirschgraben 5 bbox=[108, 628, 341, 644]
directory-entry: — Frl., Minenstr. 8, Z. 12, ✉ 5 bbox=[752, 1236, 941, 1252]
directory-entry: Klimke, Aug., Lagerist, Schillerstr. 22 bbox=[1074, 476, 1311, 492]
directory-entry: — Ludw., Postschaffner, Stoeckhardtstr. 26 bbox=[108, 1570, 378, 1586]
directory-entry: Kliefoth, A., Tab.- u. Zig., Hafenstr. 83a bbox=[752, 734, 999, 750]
directory-entry: ⊙ H. Kley, Aussteuergeschäft, Leinen, Tischzeug, Wäsche, Baby-Ausstattung, BCto: Nordd. B., ☎ IV, 1624, Alsterdamm 37, ✉ 36, Inh: W. Riefenstahl bbox=[430, 1464, 729, 1541]
directory-entry: Klesz Wwe., M., Mittagstisch, Margarethenstr. 41, ✉ 6 bbox=[108, 886, 402, 917]
directory-entry: — F. K., Schmied, Stellingerweg 38c, ✉31 bbox=[108, 506, 371, 522]
directory-entry: Klimpel, G., Mobilienhdlg., Marschnerstrasse 21, ✉ 22 bbox=[1074, 673, 1360, 704]
directory-entry: — Emil, Elektrotechniker, Ackermannstrasse 21, Hths., ✉ 24 bbox=[430, 308, 713, 340]
directory-entry: Kligler, Jos., Eierhdlg., ☎ V, 6141, Bachstrasse 90, ✉ 23 bbox=[752, 1692, 1047, 1723]
directory-entry: — Klier, Otto, ¹/Fª Paul Kröger & Co., ☎ VIII, 4798 N 1, Wolfshagen 14, ✉ 26 bbox=[752, 1205, 1038, 1237]
directory-entry: Kletzin Wwe., Auguste, Barmbeckerstr. 29 bbox=[108, 1555, 375, 1571]
directory-entry: Kless, Emil, Maschinist, Marckmannstr. 62, H. E., ✉ 27 bbox=[108, 992, 400, 1024]
directory-entry: — G., Arbtr., Ackermannstr. 21, Hths., ✉24 bbox=[430, 354, 700, 370]
directory-entry: Klietsch, A., Oelmühle 32, Hths., ✉ 6 bbox=[752, 1357, 984, 1373]
directory-columns bbox=[108, 172, 1378, 2032]
directory-entry: — Wwe., M., Valentinskamp 76, ✉ 36 bbox=[430, 780, 664, 796]
directory-entry: — Klerck, Ernst, Tapezier und Dekorateur, ☎ I, 9313, Hohlerweg 17, Hths., ✉ 9, Wohn: Papenstr. 89, ✉ 23 bbox=[108, 749, 408, 796]
directory-entry: — M., Arbtr., Langestr. 20, ✉ 4 bbox=[108, 795, 302, 811]
directory-entry: Kleve siehe auch Klewe u. Cleve bbox=[430, 172, 634, 187]
directory-entry: — Hans, Schachtmstr., Bismarckstr. 70 bbox=[1074, 1433, 1320, 1449]
directory-entry: — O., Elektrotechn., Telemannstr. 52, ✉31 bbox=[1074, 1464, 1340, 1480]
